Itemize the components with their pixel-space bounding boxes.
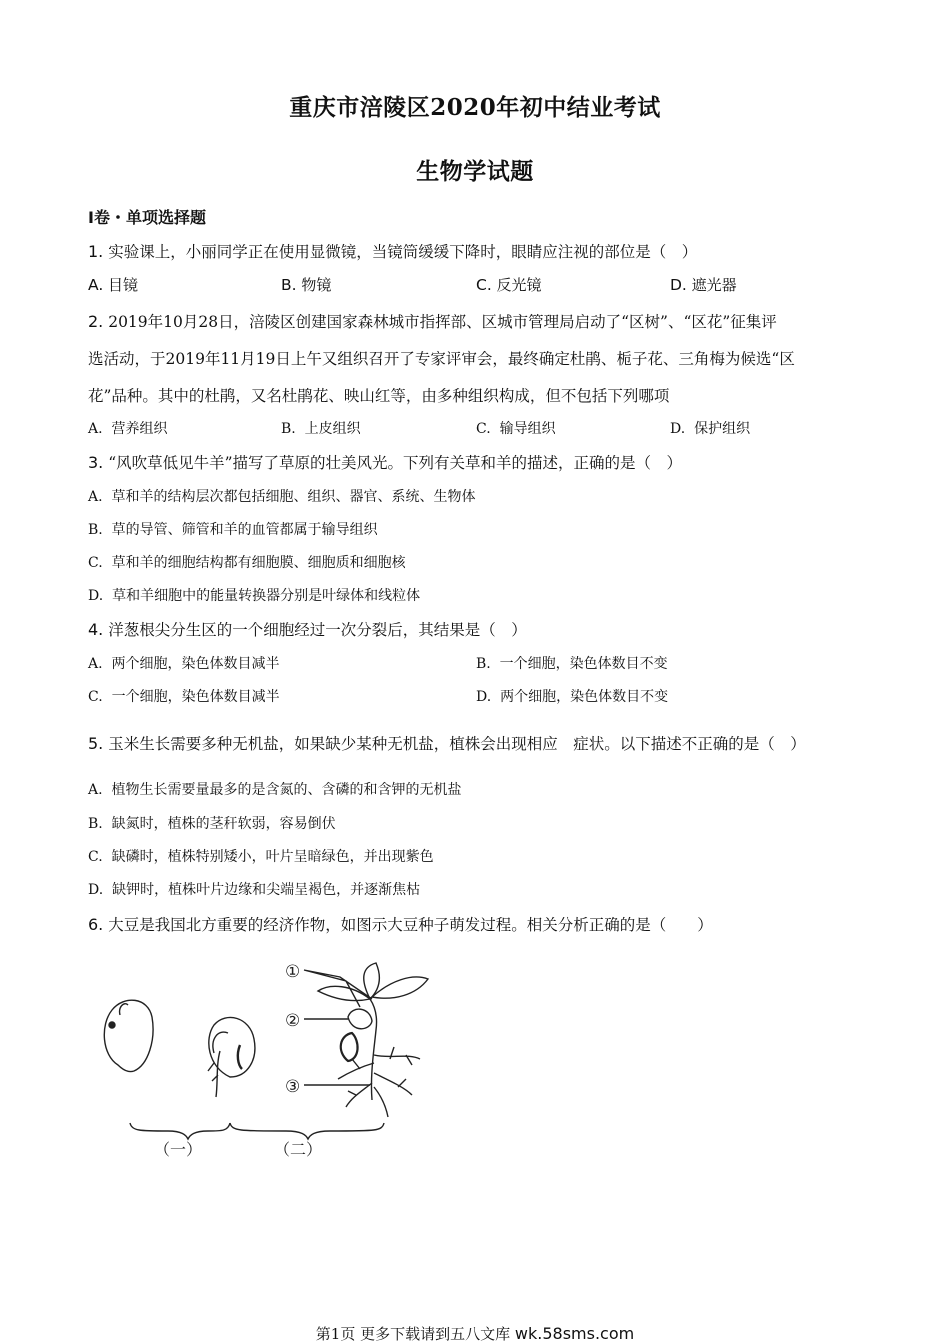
question-3 bbox=[88, 451, 682, 473]
footer-site: wk.58sms.com bbox=[514, 1324, 635, 1343]
marker-1: ① bbox=[285, 962, 301, 982]
section-heading: Ⅰ卷・单项选择题 bbox=[88, 208, 206, 227]
option-5b: B. 缺氮时，植株的茎秆软弱，容易倒伏 bbox=[88, 816, 336, 832]
option-4d: D. 两个细胞，染色体数目不变 bbox=[476, 689, 669, 705]
exam-title: 重庆市涪陵区2020年初中结业考试 bbox=[289, 94, 661, 121]
marker-3: ③ bbox=[285, 1077, 301, 1097]
stage-label-1: （一） bbox=[154, 1140, 203, 1159]
question-4 bbox=[88, 618, 527, 640]
question-text: 大豆是我国北方重要的经济作物，如图示大豆种子萌发过程。相关分析正确的是（ ） bbox=[108, 916, 713, 934]
question-number: 5. bbox=[88, 734, 104, 753]
question-text: 2019年10月28日，涪陵区创建国家森林城市指挥部、区城市管理局启动了“区树”、“区花”征集评 bbox=[108, 313, 777, 331]
option-1d: D. 遮光器 bbox=[670, 276, 737, 294]
option-2a: A. 营养组织 bbox=[88, 421, 168, 437]
question-text: 玉米生长需要多种无机盐，如果缺少某种无机盐，植株会出现相应 症状。以下描述不正确的是（ ） bbox=[108, 735, 806, 753]
seed-illustration bbox=[104, 1000, 153, 1071]
question-1 bbox=[88, 240, 697, 262]
marker-2: ② bbox=[285, 1011, 301, 1031]
question-number: 3. bbox=[88, 453, 104, 472]
page-footer: 第1页 更多下载请到五八文库 wk.58sms.com bbox=[315, 1324, 635, 1343]
question-5 bbox=[88, 732, 806, 754]
option-2b: B. 上皮组织 bbox=[281, 421, 361, 437]
question-2-line-3: 花”品种。其中的杜鹃，又名杜鹃花、映山红等，由多种组织构成，但不包括下列哪项 bbox=[88, 387, 670, 405]
option-4a: A. 两个细胞，染色体数目减半 bbox=[88, 656, 280, 672]
option-3b: B. 草的导管、筛管和羊的血管都属于输导组织 bbox=[88, 522, 378, 538]
question-number: 1. bbox=[88, 242, 104, 261]
question-2-line-2: 选活动，于2019年11月19日上午又组织召开了专家评审会，最终确定杜鹃、栀子花、三角梅为候选“区 bbox=[88, 350, 795, 368]
option-2d: D. 保护组织 bbox=[670, 421, 751, 437]
option-3a: A. 草和羊的结构层次都包括细胞、组织、器官、系统、生物体 bbox=[88, 489, 476, 505]
question-text: “风吹草低见牛羊”描写了草原的壮美风光。下列有关草和羊的描述，正确的是（ ） bbox=[108, 454, 683, 472]
option-2c: C. 输导组织 bbox=[476, 421, 556, 437]
seedling-illustration bbox=[318, 963, 428, 1117]
question-number: 2. bbox=[88, 312, 104, 331]
question-number: 4. bbox=[88, 620, 104, 639]
question-text: 实验课上，小丽同学正在使用显微镜，当镜筒缓缓下降时，眼睛应注视的部位是（ ） bbox=[108, 243, 698, 261]
stage-label-2: （二） bbox=[274, 1140, 323, 1159]
option-5c: C. 缺磷时，植株特别矮小，叶片呈暗绿色，并出现紫色 bbox=[88, 849, 434, 865]
question-6 bbox=[88, 913, 713, 935]
question-text: 洋葱根尖分生区的一个细胞经过一次分裂后，其结果是（ ） bbox=[108, 621, 527, 639]
question-number: 6. bbox=[88, 915, 104, 934]
seed-germination-figure bbox=[90, 955, 450, 1160]
option-1b: B. 物镜 bbox=[281, 276, 332, 294]
option-4c: C. 一个细胞，染色体数目减半 bbox=[88, 689, 280, 705]
question-2-line-1 bbox=[88, 310, 777, 332]
option-5d: D. 缺钾时，植株叶片边缘和尖端呈褐色，并逐渐焦枯 bbox=[88, 882, 421, 898]
exam-subtitle: 生物学试题 bbox=[416, 158, 534, 185]
option-5a: A. 植物生长需要量最多的是含氮的、含磷的和含钾的无机盐 bbox=[88, 782, 462, 798]
option-3d: D. 草和羊细胞中的能量转换器分别是叶绿体和线粒体 bbox=[88, 588, 421, 604]
option-1a: A. 目镜 bbox=[88, 276, 139, 294]
option-4b: B. 一个细胞，染色体数目不变 bbox=[476, 656, 668, 672]
option-3c: C. 草和羊的细胞结构都有细胞膜、细胞质和细胞核 bbox=[88, 555, 406, 571]
option-1c: C. 反光镜 bbox=[476, 276, 542, 294]
sprouting-seed-illustration bbox=[208, 1017, 255, 1097]
page-number: 1 bbox=[330, 1325, 341, 1343]
